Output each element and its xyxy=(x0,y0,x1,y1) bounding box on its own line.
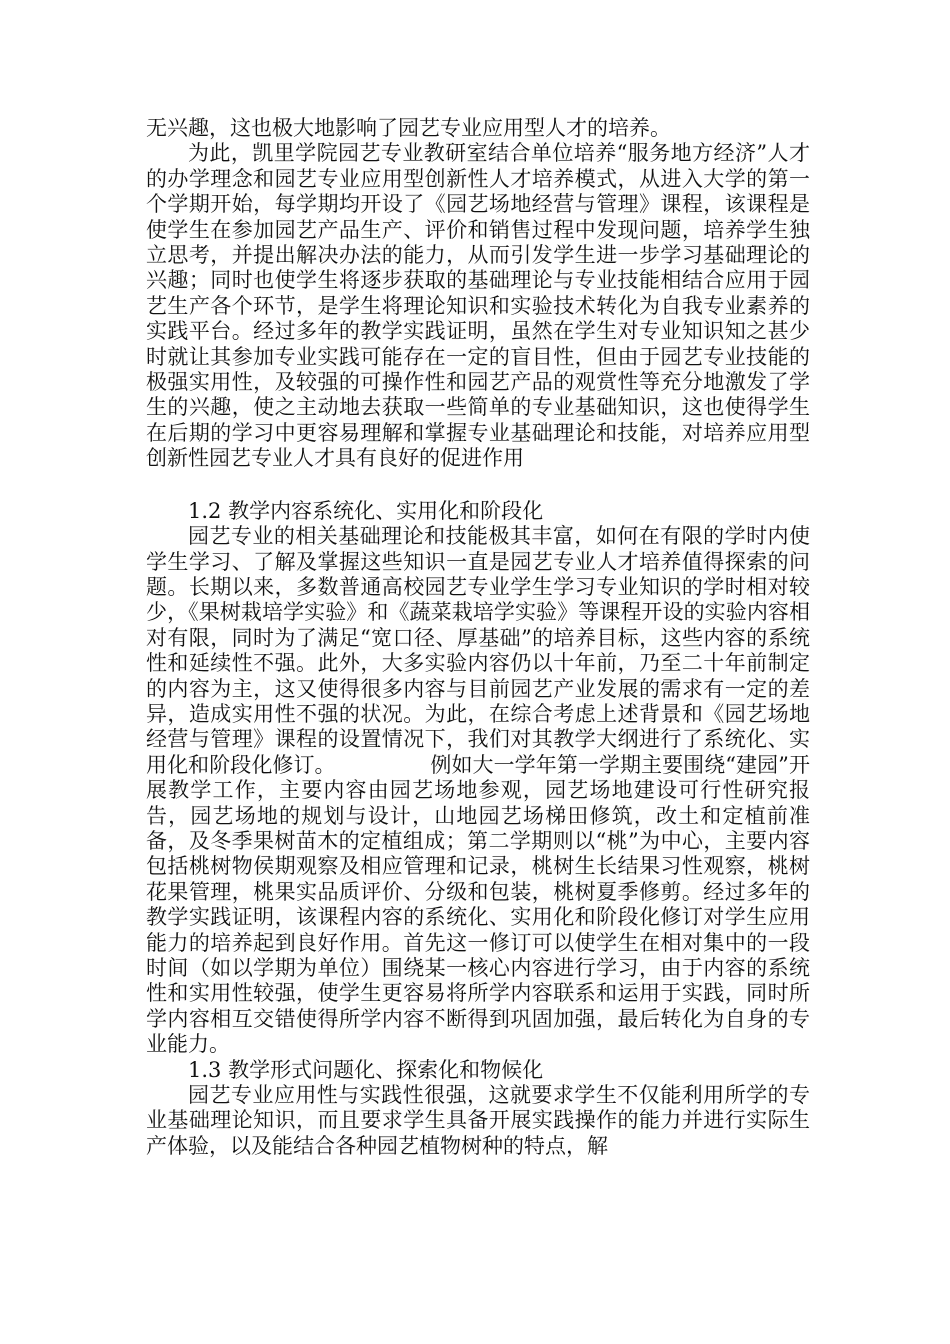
paragraph-teaching-form: 园艺专业应用性与实践性很强，这就要求学生不仅能利用所学的专业基础理论知识，而且要求学生具备开展实践操作的能力并进行实际生产体验，以及能结合各种园艺植物树种的特点，解 xyxy=(146,1083,810,1158)
paragraph-gap xyxy=(146,472,810,499)
paragraph-continuation: 无兴趣，这也极大地影响了园艺专业应用型人才的培养。 xyxy=(146,116,671,140)
section-heading-1-2: 1.2 教学内容系统化、实用化和阶段化 xyxy=(188,498,544,523)
paragraph-content-systematization: 园艺专业的相关基础理论和技能极其丰富，如何在有限的学时内使学生学习、了解及掌握这些知识一直是园艺专业人才培养值得探索的问题。长期以来，多数普通高校园艺专业学生学习专业知识的学时相对较少，《果树栽培学实验》和《蔬菜栽培学实验》等课程开设的实验内容相对有限，同时为了满足“宽口径、厚基础”的培养目标，这些内容的系统性和延续性不强。此外，大多实验内容仍以十年前，乃至二十年前制定的内容为主，这又使得很多内容与目前园艺产业发展的需求有一定的差异，造成实用性不强的状况。为此，在综合考虑上述背景和《园艺场地经营与管理》课程的设置情况下，我们对其教学大纲进行了系统化、实用化和阶段化修订。 例如大一学年第一学期主要围绕“建园”开展教学工作，主要内容由园艺场地参观，园艺场地建设可行性研究报告，园艺场地的规划与设计，山地园艺场梯田修筑，改土和定植前准备，及冬季果树苗木的定植组成；第二学期则以“桃”为中心，主要内容包括桃树物侯期观察及相应管理和记录，桃树生长结果习性观察，桃树花果管理，桃果实品质评价、分级和包装，桃树夏季修剪。经过多年的教学实践证明，该课程内容的系统化、实用化和阶段化修订对学生应用能力的培养起到良好作用。首先这一修订可以使学生在相对集中的一段时间（如以学期为单位）围绕某一核心内容进行学习，由于内容的系统性和实用性较强，使学生更容易将所学内容联系和运用于实践，同时所学内容相互交错使得所学内容不断得到巩固加强，最后转化为自身的专业能力。 xyxy=(146,524,810,1057)
document-page xyxy=(146,116,810,1159)
section-heading-1-3: 1.3 教学形式问题化、探索化和物候化 xyxy=(188,1057,544,1082)
paragraph-course-intro: 为此，凯里学院园艺专业教研室结合单位培养“服务地方经济”人才的办学理念和园艺专业应用型创新性人才培养模式，从进入大学的第一个学期开始，每学期均开设了《园艺场地经营与管理》课程，该课程是使学生在参加园艺产品生产、评价和销售过程中发现问题，培养学生独立思考，并提出解决办法的能力，从而引发学生进一步学习基础理论的兴趣；同时也使学生将逐步获取的基础理论与专业技能相结合应用于园艺生产各个环节，是学生将理论知识和实验技术转化为自我专业素养的实践平台。经过多年的教学实践证明，虽然在学生对专业知识知之甚少时就让其参加专业实践可能存在一定的盲目性，但由于园艺专业技能的极强实用性，及较强的可操作性和园艺产品的观赏性等充分地激发了学生的兴趣，使之主动地去获取一些简单的专业基础知识，这也使得学生在后期的学习中更容易理解和掌握专业基础理论和技能，对培养应用型创新性园艺专业人才具有良好的促进作用 xyxy=(146,141,810,471)
